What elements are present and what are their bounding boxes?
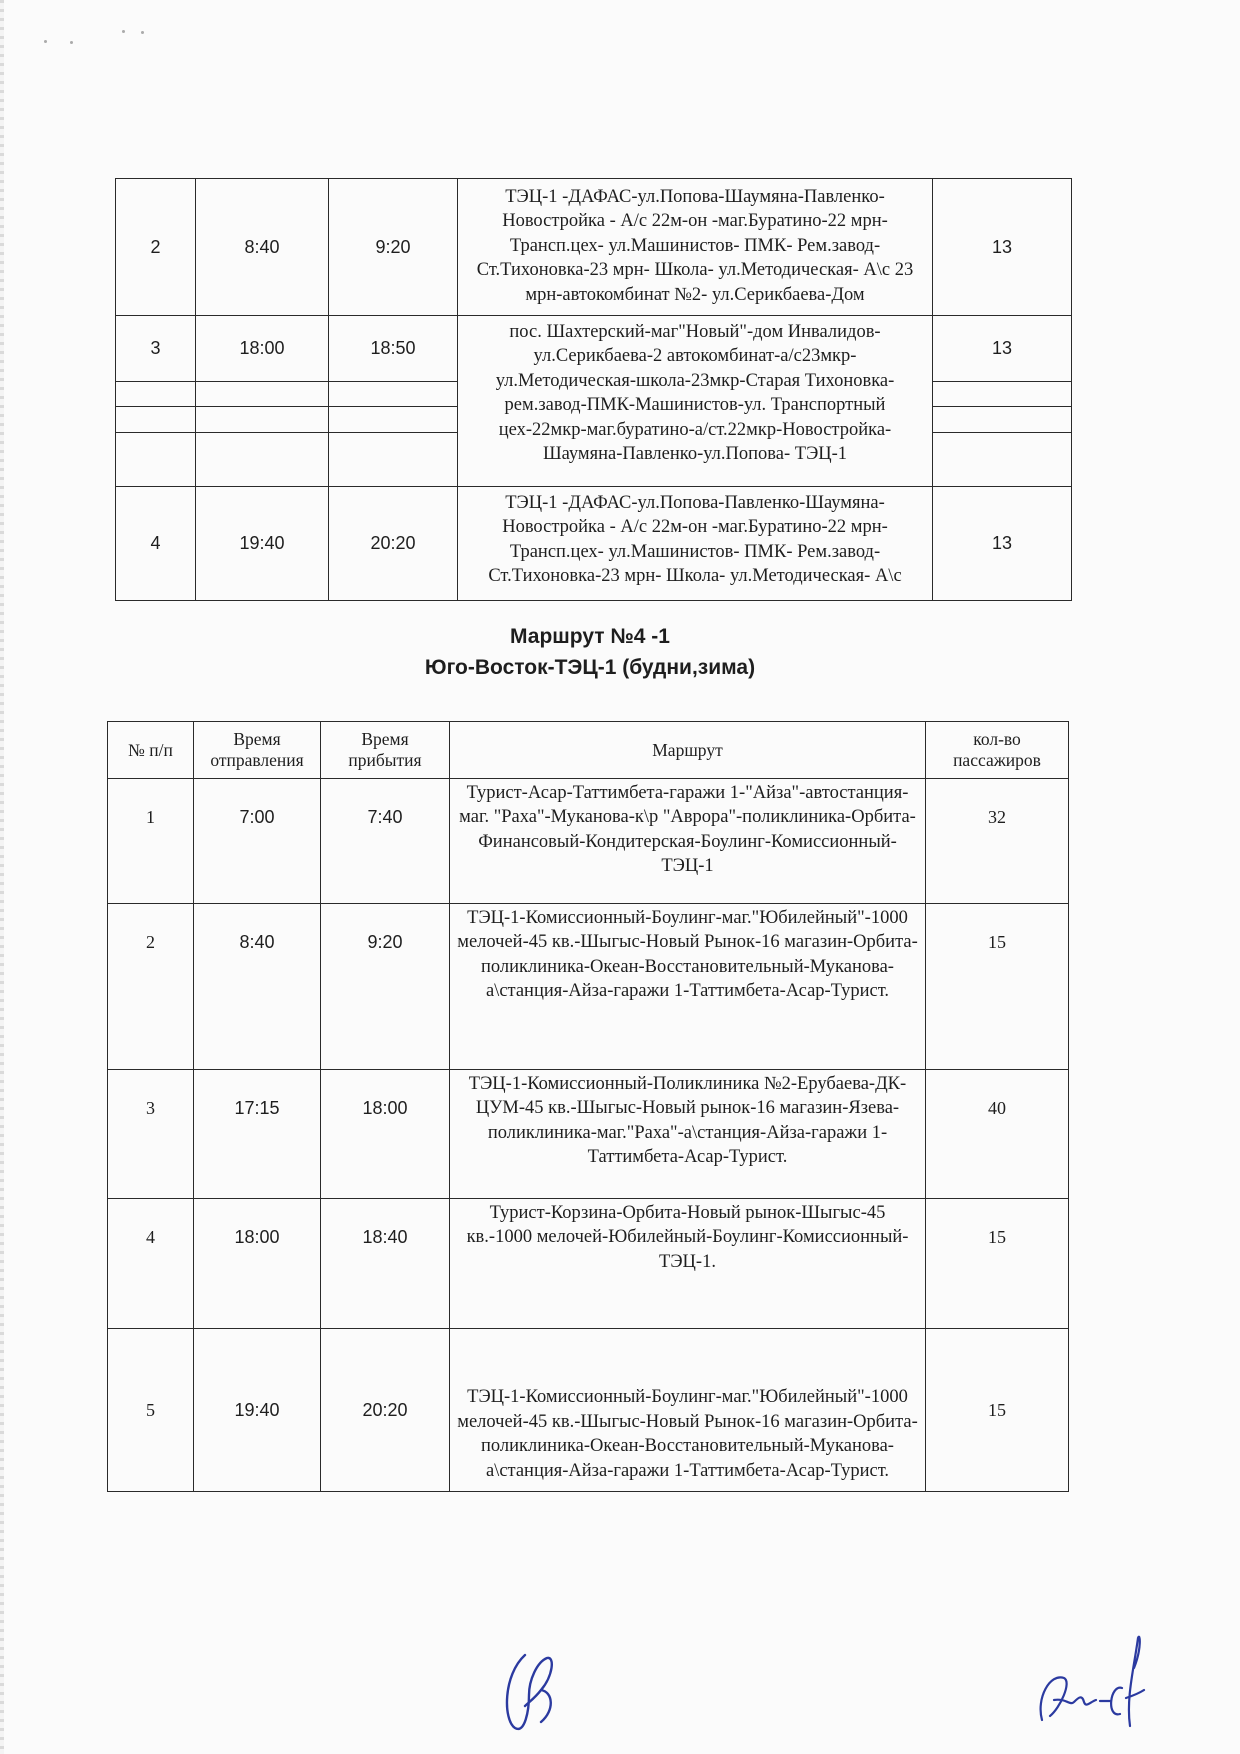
table-row xyxy=(108,1199,1069,1329)
departure-time: 7:00 xyxy=(194,779,321,904)
empty-cell xyxy=(196,407,329,433)
scan-speck xyxy=(70,41,73,44)
passenger-count: 15 xyxy=(926,1199,1069,1329)
empty-cell xyxy=(329,407,458,433)
route-text: ТЭЦ-1 -ДАФАС-ул.Попова-Павленко-Шаумяна-Новостройка - А/с 22м-он -маг.Буратино-22 мрн-Трансп.цех- ул.Машинистов- ПМК- Рем.завод-Ст.Тихоновка-23 мрн- Школа- ул.Методическая- А\с xyxy=(488,493,902,587)
route-description: Турист-Корзина-Орбита-Новый рынок-Шыгыс-45 кв.-1000 мелочей-Юбилейный-Боулинг-Комиссионный-ТЭЦ-1. xyxy=(450,1199,926,1329)
signature-mark-left xyxy=(495,1640,565,1740)
empty-cell xyxy=(116,433,196,487)
departure-time: 8:40 xyxy=(196,179,329,316)
table-header-row xyxy=(108,722,1069,779)
passenger-count: 15 xyxy=(926,904,1069,1070)
arrival-time: 18:40 xyxy=(321,1199,450,1329)
route-description xyxy=(458,316,933,487)
scan-speck xyxy=(122,30,125,33)
row-number: 2 xyxy=(108,904,194,1070)
arrival-time: 20:20 xyxy=(329,487,458,601)
table-row xyxy=(108,904,1069,1070)
departure-time: 8:40 xyxy=(194,904,321,1070)
arrival-time: 18:00 xyxy=(321,1070,450,1199)
route-text: ТЭЦ-1 -ДАФАС-ул.Попова-Шаумяна-Павленко-Новостройка - А/с 22м-он -маг.Буратино-22 мрн-Трансп.цех- ул.Машинистов- ПМК- Рем.завод-Ст.Тихоновка-23 мрн- Школа- ул.Методическая- А\с 23 мрн-автокомбинат №2- ул.Серикбаева-Дом xyxy=(476,187,914,305)
table-row xyxy=(116,316,1072,342)
route-description: ТЭЦ-1-Комиссионный-Боулинг-маг."Юбилейный"-1000 мелочей-45 кв.-Шыгыс-Новый Рынок-16 магазин-Орбита-поликлиника-Океан-Восстановительный-Муканова-а\станция-Айза-гаражи 1-Таттимбета-Асар-Турист. xyxy=(450,904,926,1070)
header-departure: Время отправления xyxy=(194,722,321,779)
header-route: Маршрут xyxy=(450,722,926,779)
empty-cell xyxy=(329,382,458,407)
header-arrival: Время прибытия xyxy=(321,722,450,779)
empty-cell xyxy=(116,407,196,433)
departure-time: 17:15 xyxy=(194,1070,321,1199)
empty-cell xyxy=(329,433,458,487)
row-number: 5 xyxy=(108,1329,194,1492)
row-number: 2 xyxy=(116,179,196,316)
previous-route-table xyxy=(115,178,1072,601)
row-number: 4 xyxy=(116,487,196,601)
signature-mark-right xyxy=(1030,1628,1150,1738)
row-number: 1 xyxy=(108,779,194,904)
passenger-count: 32 xyxy=(926,779,1069,904)
passenger-count: 13 xyxy=(933,487,1072,601)
table-row xyxy=(116,179,1072,316)
scan-speck xyxy=(141,31,144,34)
empty-cell xyxy=(116,382,196,407)
empty-cell xyxy=(933,382,1072,407)
departure-time: 18:00 xyxy=(196,316,329,382)
empty-cell xyxy=(196,382,329,407)
passenger-count: 40 xyxy=(926,1070,1069,1199)
arrival-time: 20:20 xyxy=(321,1329,450,1492)
empty-cell xyxy=(933,407,1072,433)
departure-time: 19:40 xyxy=(196,487,329,601)
table-row xyxy=(108,779,1069,904)
empty-cell xyxy=(933,433,1072,487)
route-title: Маршрут №4 -1 xyxy=(510,625,670,648)
departure-time: 18:00 xyxy=(194,1199,321,1329)
schedule-table xyxy=(107,721,1069,1492)
table-row xyxy=(116,487,1072,601)
route-description: ТЭЦ-1-Комиссионный-Боулинг-маг."Юбилейный"-1000 мелочей-45 кв.-Шыгыс-Новый Рынок-16 магазин-Орбита-поликлиника-Океан-Восстановительный-Муканова-а\станция-Айза-гаражи 1-Таттимбета-Асар-Турист. xyxy=(450,1329,926,1492)
table-row xyxy=(108,1329,1069,1492)
arrival-time: 9:20 xyxy=(329,179,458,316)
route-text: пос. Шахтерский-маг"Новый"-дом Инвалидов-ул.Серикбаева-2 автокомбинат-а/с23мкр-ул.Методическая-школа-23мкр-Старая Тихоновка-рем.завод-ПМК-Машинистов-ул. Транспортный цех-22мкр-маг.буратино-а/ст.22мкр-Новостройка-Шаумяна-Павленко-ул.Попова- ТЭЦ-1 xyxy=(495,322,895,465)
row-number: 3 xyxy=(108,1070,194,1199)
passenger-count: 13 xyxy=(933,316,1072,382)
arrival-time: 18:50 xyxy=(329,316,458,382)
arrival-time: 9:20 xyxy=(321,904,450,1070)
route-description: Турист-Асар-Таттимбета-гаражи 1-"Айза"-автостанция-маг. "Раха"-Муканова-к\р "Аврора"-поликлиника-Орбита-Финансовый-Кондитерская-Боулинг-Комиссионный-ТЭЦ-1 xyxy=(450,779,926,904)
passenger-count: 15 xyxy=(926,1329,1069,1492)
header-number: № п/п xyxy=(108,722,194,779)
table-row xyxy=(108,1070,1069,1199)
route-description: ТЭЦ-1-Комиссионный-Поликлиника №2-Ерубаева-ДК-ЦУМ-45 кв.-Шыгыс-Новый рынок-16 магазин-Язева-поликлиника-маг."Раха"-а\станция-Айза-гаражи 1-Таттимбета-Асар-Турист. xyxy=(450,1070,926,1199)
row-number: 4 xyxy=(108,1199,194,1329)
scan-speck xyxy=(44,40,47,43)
route-description xyxy=(458,179,933,316)
route-subtitle: Юго-Восток-ТЭЦ-1 (будни,зима) xyxy=(424,656,756,679)
empty-cell xyxy=(196,433,329,487)
departure-time: 19:40 xyxy=(194,1329,321,1492)
row-number: 3 xyxy=(116,316,196,382)
route-description xyxy=(458,487,933,601)
passenger-count: 13 xyxy=(933,179,1072,316)
arrival-time: 7:40 xyxy=(321,779,450,904)
header-passengers: кол-во пассажиров xyxy=(926,722,1069,779)
scan-edge xyxy=(0,0,4,1754)
